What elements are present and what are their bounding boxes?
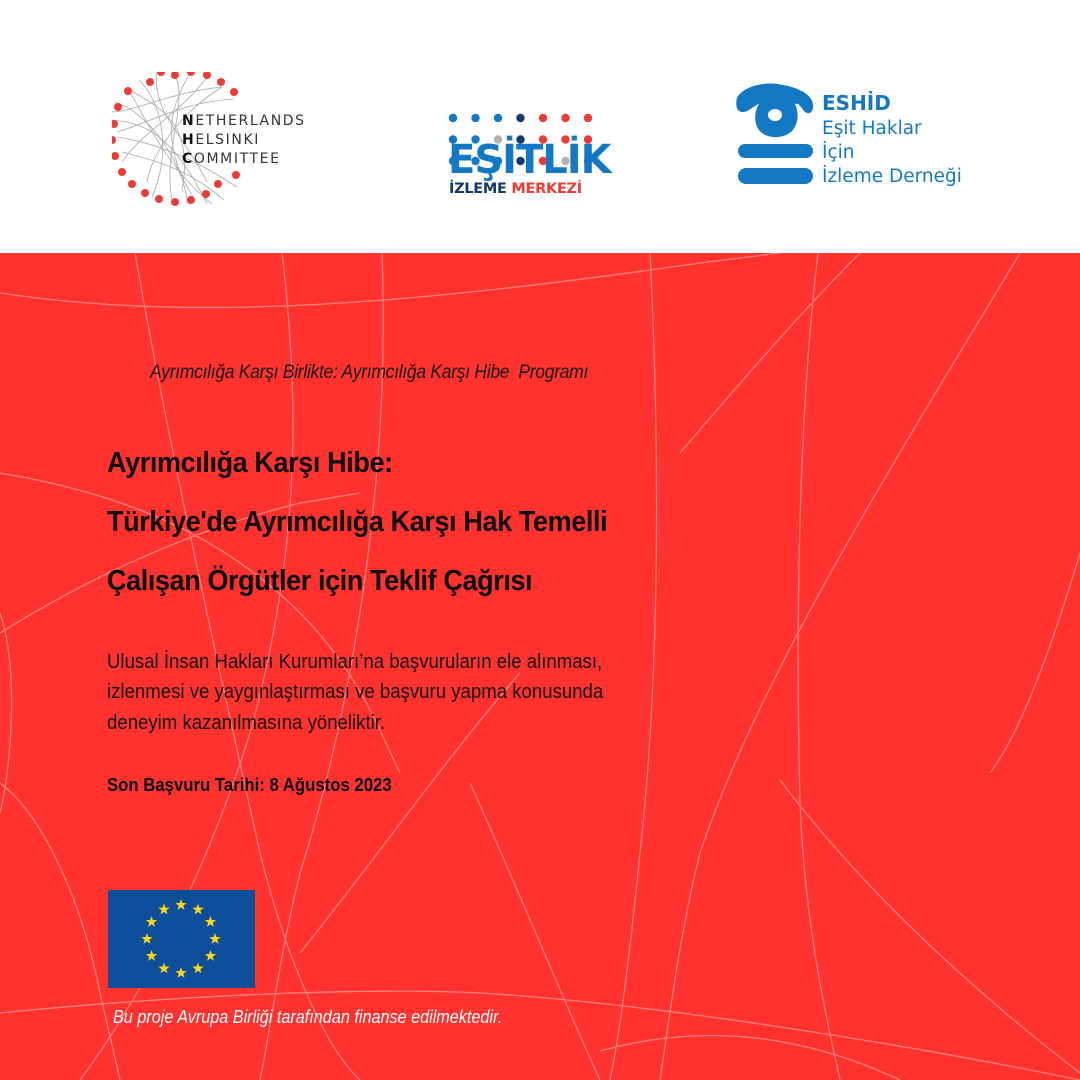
esitlik-sub-merkezi: MERKEZİ	[511, 181, 582, 197]
title-line-3: Çalışan Örgütler için Teklif Çağrısı	[107, 565, 533, 597]
eu-flag-icon	[108, 890, 255, 988]
nhc-initial-c: C	[182, 151, 194, 167]
body-line-3: deneyim kazanılmasına yöneliktir.	[107, 712, 386, 734]
body-line-2: izlenmesi ve yaygınlaştırması ve başvuru yapma konusunda	[107, 681, 604, 703]
nhc-initial-n: N	[182, 113, 196, 129]
title-line-2: Türkiye'de Ayrımcılığa Karşı Hak Temelli	[107, 506, 608, 538]
eshid-line-3: İzleme Derneği	[822, 166, 962, 187]
deadline-text: Son Başvuru Tarihi: 8 Ağustos 2023	[107, 775, 392, 795]
eshid-acronym: ESHİD	[822, 91, 891, 115]
eye-bars-icon	[735, 82, 815, 192]
esitlik-wordmark: EŞİTLİK	[448, 137, 611, 183]
nhc-line-2: ELSINKI	[195, 132, 260, 148]
nhc-wordmark	[182, 112, 306, 169]
program-subtitle: Ayrımcılığa Karşı Birlikte: Ayrımcılığa Karşı Hibe Programı	[150, 362, 589, 383]
funding-note: Bu proje Avrupa Birliği tarafından finanse edilmektedir.	[113, 1007, 503, 1027]
eshid-line-2: İçin	[822, 142, 855, 163]
nhc-line-1: ETHERLANDS	[195, 113, 306, 129]
eshid-line-1: Eşit Haklar	[822, 118, 922, 139]
esitlik-sub-izleme: İZLEME	[449, 181, 507, 197]
esitlik-subtitle	[449, 181, 582, 197]
partner-logos-header	[0, 0, 1080, 253]
nhc-initial-h: H	[182, 132, 196, 148]
body-line-1: Ulusal İnsan Hakları Kurumları’na başvuruların ele alınması,	[107, 651, 603, 673]
title-line-1: Ayrımcılığa Karşı Hibe:	[107, 447, 393, 479]
nhc-line-3: OMMITTEE	[193, 151, 281, 167]
